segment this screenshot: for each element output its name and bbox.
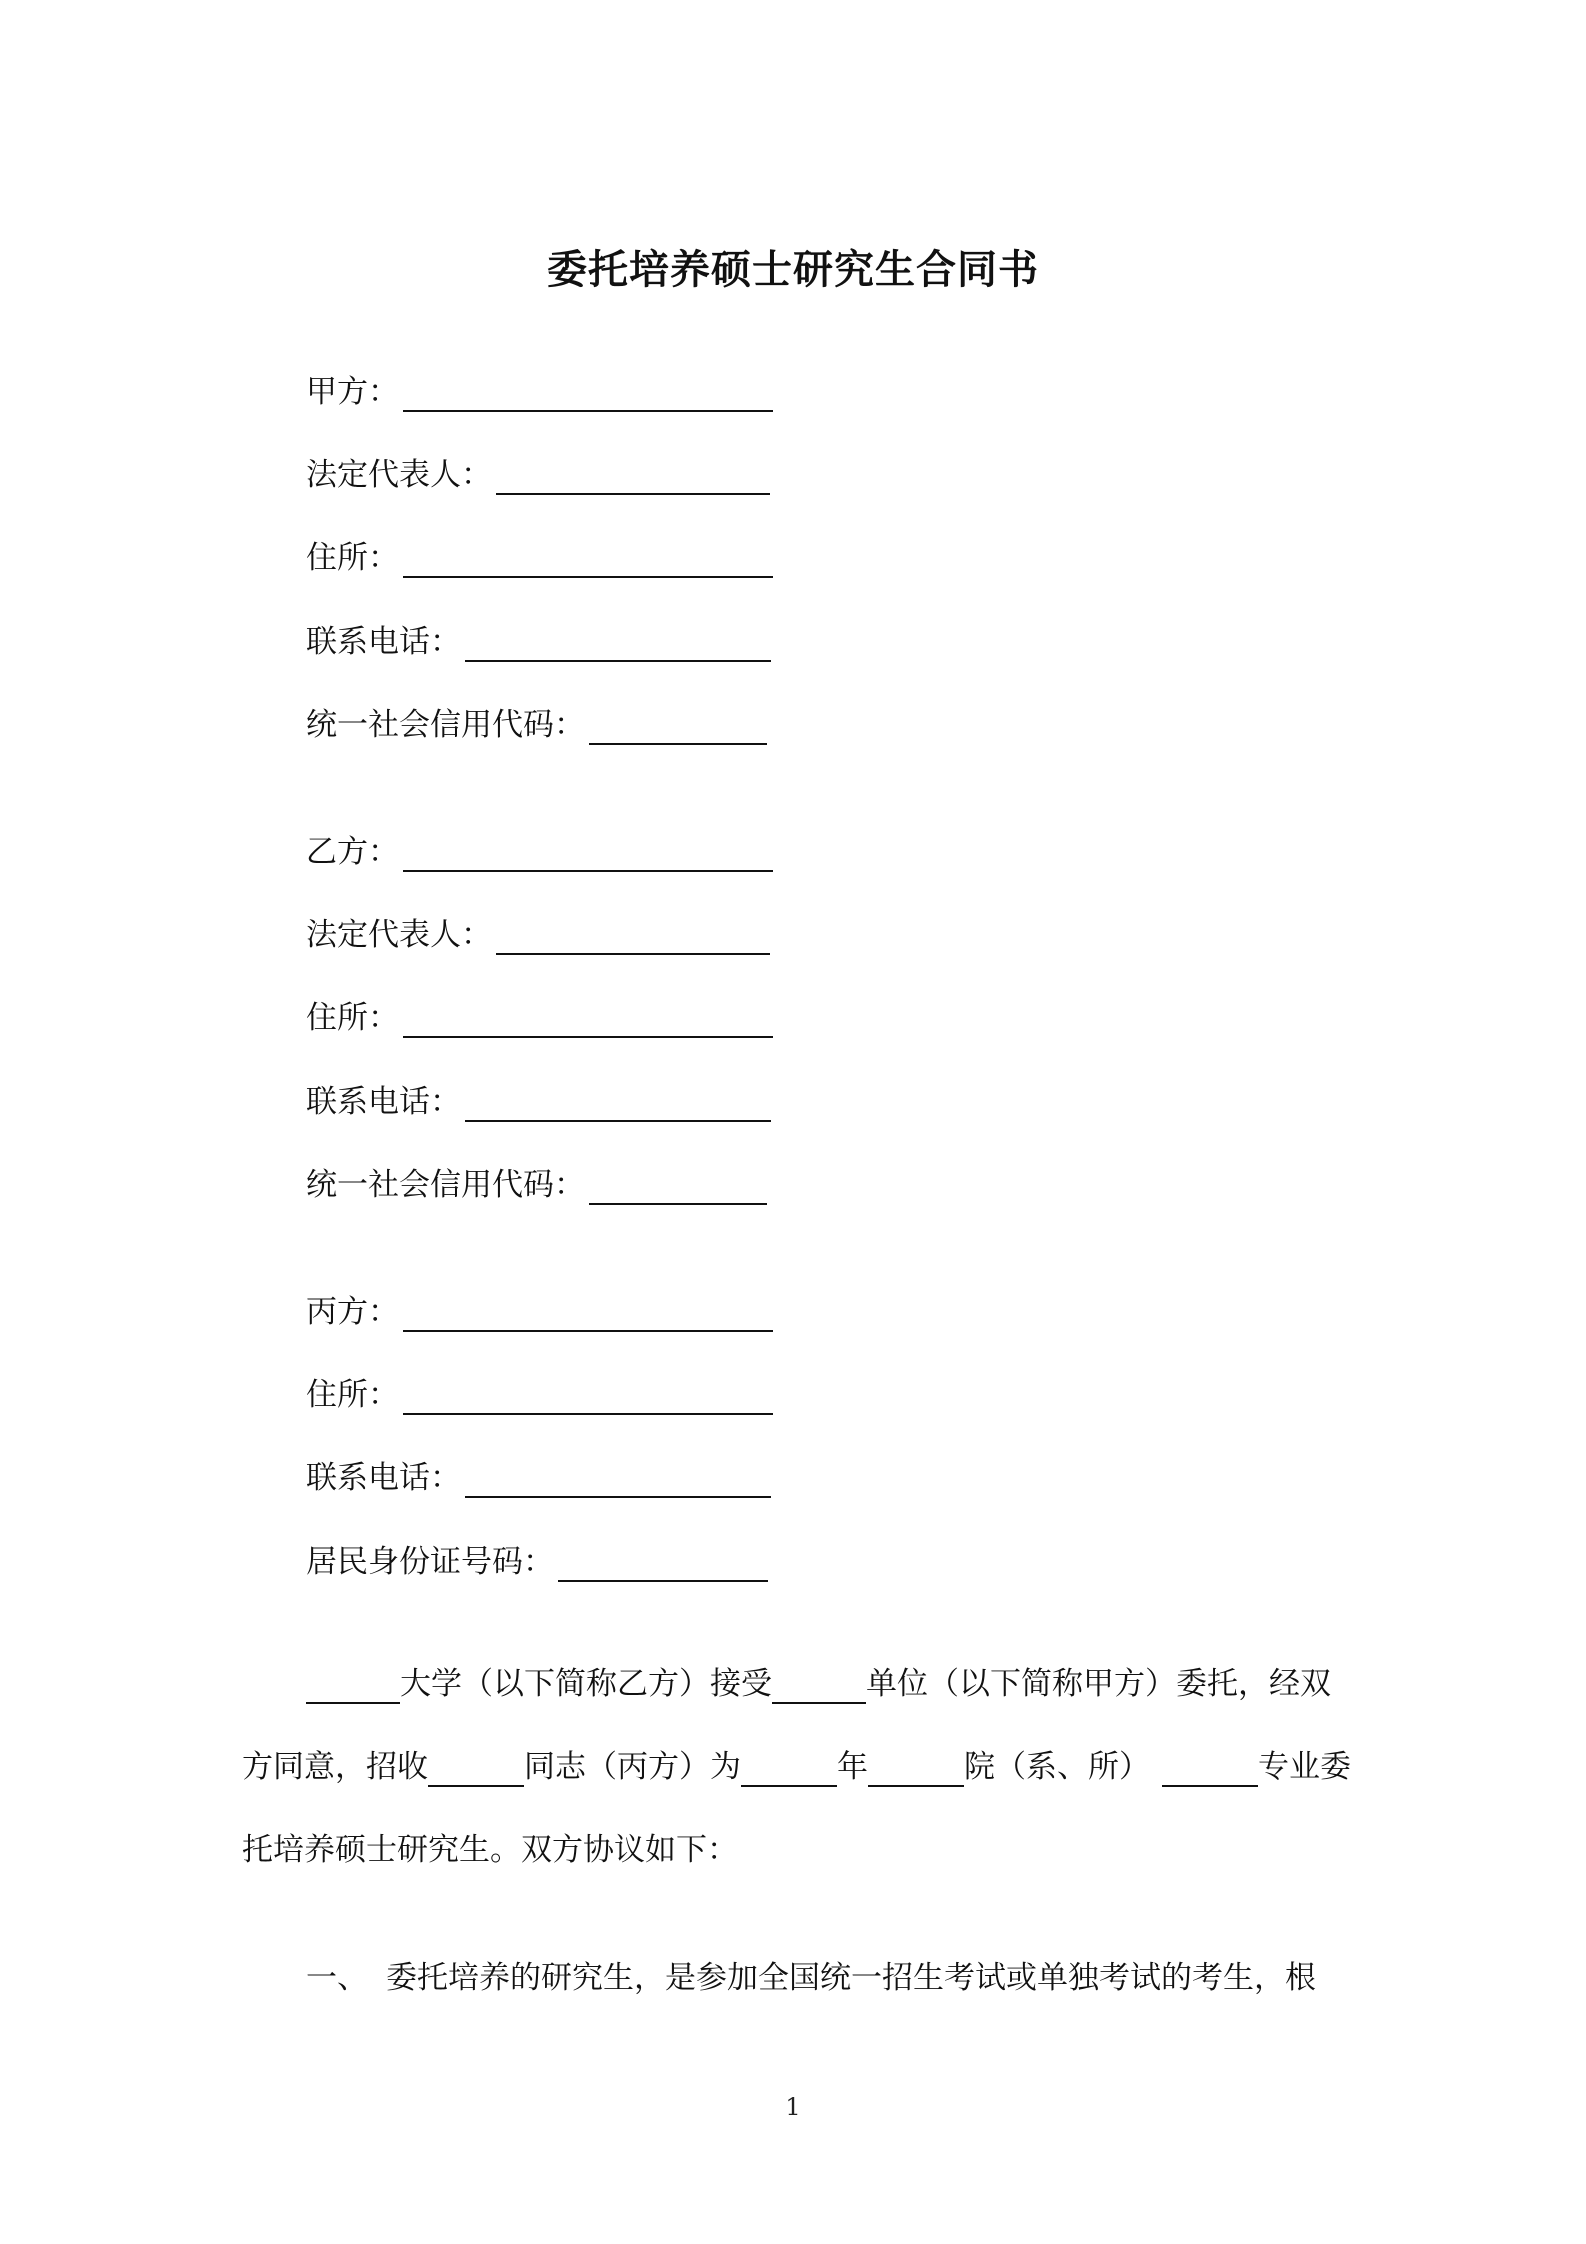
party-b-name-blank[interactable] bbox=[403, 834, 773, 872]
student-name-blank[interactable] bbox=[428, 1751, 524, 1787]
party-b-address-field bbox=[306, 988, 773, 1038]
party-b-address-label: 住所： bbox=[306, 1000, 399, 1036]
party-b-credit-code-blank[interactable] bbox=[589, 1167, 767, 1205]
document-title: 委托培养硕士研究生合同书 bbox=[547, 247, 1039, 293]
party-a-phone-field bbox=[306, 612, 771, 662]
party-a-name-field bbox=[306, 362, 773, 412]
party-c-name-blank[interactable] bbox=[403, 1294, 773, 1332]
major-blank[interactable] bbox=[1162, 1751, 1258, 1787]
clause-1 bbox=[306, 1958, 1316, 1998]
intro-line-1-text-b: 单位（以下简称甲方）委托，经双 bbox=[866, 1666, 1331, 1702]
unit-blank[interactable] bbox=[772, 1668, 866, 1704]
party-a-name-blank[interactable] bbox=[403, 374, 773, 412]
party-a-phone-blank[interactable] bbox=[465, 624, 771, 662]
intro-line-1-text-a: 大学（以下简称乙方）接受 bbox=[400, 1666, 772, 1702]
party-b-rep-blank[interactable] bbox=[496, 917, 770, 955]
college-blank[interactable] bbox=[868, 1751, 964, 1787]
party-a-name-label: 甲方： bbox=[306, 374, 399, 410]
intro-line-2 bbox=[242, 1747, 1351, 1787]
party-b-credit-code-field bbox=[306, 1155, 767, 1205]
party-a-rep-field bbox=[306, 445, 770, 495]
party-c-id-blank[interactable] bbox=[558, 1544, 768, 1582]
intro-line-2-text-c: 年 bbox=[837, 1749, 868, 1785]
party-b-address-blank[interactable] bbox=[403, 1000, 773, 1038]
party-c-id-label: 居民身份证号码： bbox=[306, 1544, 554, 1580]
party-a-address-blank[interactable] bbox=[403, 540, 773, 578]
year-blank[interactable] bbox=[741, 1751, 837, 1787]
intro-line-2-text-d: 院（系、所） bbox=[964, 1749, 1150, 1785]
party-c-id-field bbox=[306, 1532, 768, 1582]
party-a-rep-label: 法定代表人： bbox=[306, 457, 492, 493]
party-c-name-label: 丙方： bbox=[306, 1294, 399, 1330]
party-a-address-label: 住所： bbox=[306, 540, 399, 576]
party-b-name-label: 乙方： bbox=[306, 834, 399, 870]
clause-1-number: 一、 bbox=[306, 1960, 368, 1996]
intro-line-2-text-e: 专业委 bbox=[1258, 1749, 1351, 1785]
university-blank[interactable] bbox=[306, 1668, 400, 1704]
party-c-phone-blank[interactable] bbox=[465, 1460, 771, 1498]
intro-line-2-text-a: 方同意，招收 bbox=[242, 1749, 428, 1785]
party-b-rep-field bbox=[306, 905, 770, 955]
party-b-credit-code-label: 统一社会信用代码： bbox=[306, 1167, 585, 1203]
party-a-credit-code-label: 统一社会信用代码： bbox=[306, 707, 585, 743]
clause-1-text: 委托培养的研究生，是参加全国统一招生考试或单独考试的考生，根 bbox=[386, 1960, 1316, 1996]
party-b-phone-blank[interactable] bbox=[465, 1084, 771, 1122]
party-a-credit-code-field bbox=[306, 695, 767, 745]
party-b-name-field bbox=[306, 822, 773, 872]
party-b-phone-label: 联系电话： bbox=[306, 1084, 461, 1120]
intro-line-3: 托培养硕士研究生。双方协议如下： bbox=[242, 1832, 738, 1868]
party-c-address-field bbox=[306, 1365, 773, 1415]
party-c-name-field bbox=[306, 1282, 773, 1332]
party-b-rep-label: 法定代表人： bbox=[306, 917, 492, 953]
party-a-credit-code-blank[interactable] bbox=[589, 707, 767, 745]
intro-line-2-text-b: 同志（丙方）为 bbox=[524, 1749, 741, 1785]
intro-line-1 bbox=[306, 1664, 1331, 1704]
party-c-phone-field bbox=[306, 1448, 771, 1498]
page-number: 1 bbox=[785, 2093, 801, 2121]
party-a-phone-label: 联系电话： bbox=[306, 624, 461, 660]
party-b-phone-field bbox=[306, 1072, 771, 1122]
party-c-phone-label: 联系电话： bbox=[306, 1460, 461, 1496]
party-a-rep-blank[interactable] bbox=[496, 457, 770, 495]
party-c-address-label: 住所： bbox=[306, 1377, 399, 1413]
party-c-address-blank[interactable] bbox=[403, 1377, 773, 1415]
party-a-address-field bbox=[306, 528, 773, 578]
